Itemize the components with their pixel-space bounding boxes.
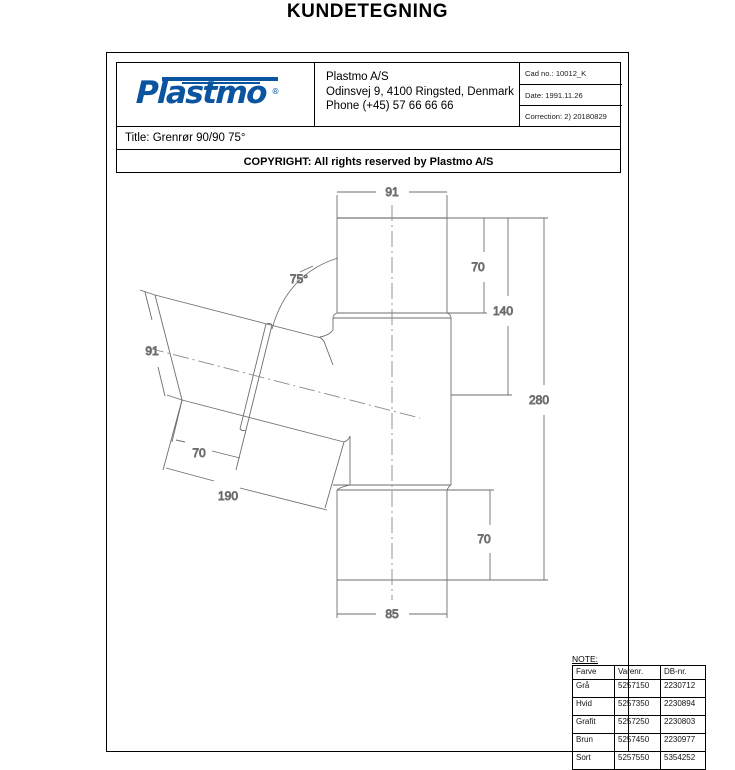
dim-branch-length: 190 (217, 489, 239, 503)
note-cell: 5354252 (661, 752, 706, 770)
title-row (117, 126, 620, 149)
note-table (572, 665, 706, 770)
dim-overall: 280 (528, 393, 550, 407)
dim-branch-socket: 70 (192, 446, 206, 460)
dim-branch-angle: 75° (289, 272, 309, 286)
company-name: Plastmo A/S (326, 71, 389, 83)
drawing-meta-cell (519, 63, 622, 126)
page-title: KUNDETEGNING (286, 1, 449, 22)
note-cell: Sort (573, 752, 615, 770)
dim-upper-length: 140 (492, 304, 514, 318)
note-table-row (573, 680, 706, 698)
note-cell: 2230977 (661, 734, 706, 752)
registered-trademark-icon: ® (271, 86, 280, 96)
note-label: NOTE: (572, 654, 598, 664)
cad-number: Cad no.: 10012_K (525, 69, 587, 78)
company-phone: Phone (+45) 57 66 66 66 (326, 100, 454, 112)
logo-wordmark: Plastmo (134, 74, 267, 111)
note-cell: 5257350 (615, 698, 661, 716)
dim-bottom-width: 85 (385, 607, 399, 621)
copyright-row (117, 149, 620, 174)
note-cell: 5257250 (615, 716, 661, 734)
note-cell: Grafit (573, 716, 615, 734)
note-table-row (573, 698, 706, 716)
correction-note: Correction: 2) 20180829 (520, 105, 622, 126)
note-cell: Brun (573, 734, 615, 752)
title-block-top-row (117, 63, 620, 126)
dim-top-socket: 70 (471, 260, 485, 274)
note-cell: 5257550 (615, 752, 661, 770)
note-cell: 2230803 (661, 716, 706, 734)
dim-branch-width: 91 (145, 344, 159, 358)
dim-bottom-socket: 70 (477, 532, 491, 546)
note-cell: 2230712 (661, 680, 706, 698)
note-column-header: Varenr. (615, 666, 661, 680)
title-block (116, 62, 621, 173)
drawing-title: Title: Grenrør 90/90 75° (125, 132, 246, 144)
company-address-cell (314, 63, 519, 126)
note-block (572, 654, 705, 770)
note-column-header: Farve (573, 666, 615, 680)
dim-top-width: 91 (385, 185, 399, 199)
note-cell: Grå (573, 680, 615, 698)
note-table-row (573, 734, 706, 752)
note-cell: 5257150 (615, 680, 661, 698)
drawing-frame (106, 52, 696, 762)
note-table-row (573, 752, 706, 770)
drawing-date: Date: 1991.11.26 (520, 84, 622, 105)
note-cell: 5257450 (615, 734, 661, 752)
note-cell: 2230894 (661, 698, 706, 716)
plastmo-logo (136, 74, 296, 116)
logo-cell (117, 63, 314, 126)
note-table-row (573, 716, 706, 734)
copyright-text: COPYRIGHT: All rights reserved by Plastmo A/S (243, 156, 494, 168)
company-address: Odinsvej 9, 4100 Ringsted, Denmark (326, 85, 514, 98)
note-column-header: DB-nr. (661, 666, 706, 680)
note-table-header-row (573, 666, 706, 680)
note-cell: Hvid (573, 698, 615, 716)
